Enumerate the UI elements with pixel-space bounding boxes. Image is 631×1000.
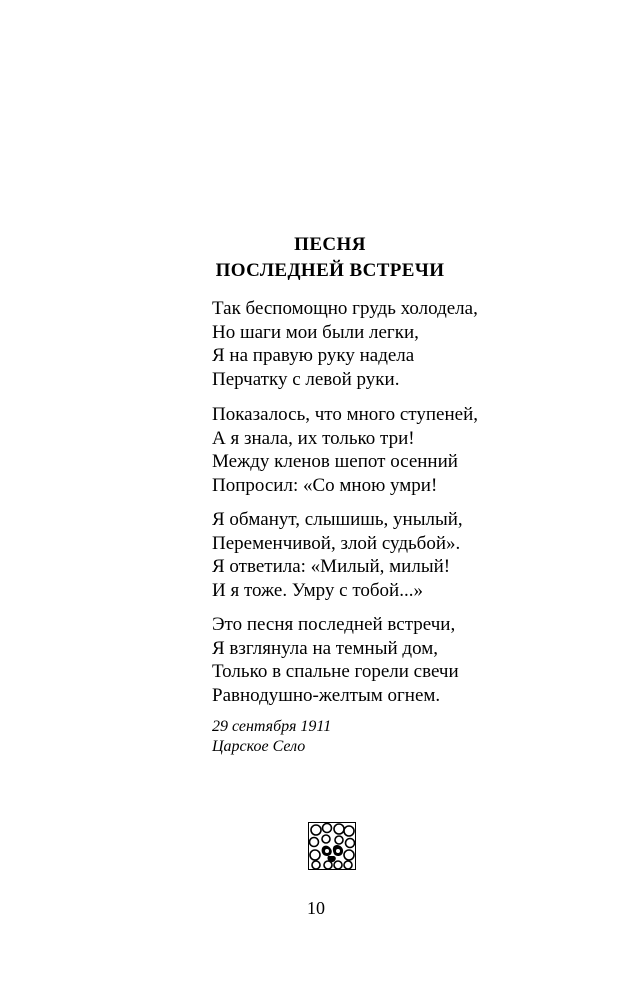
- stanza-4: [212, 613, 552, 707]
- verse-line: Равнодушно-желтым огнем.: [212, 684, 441, 706]
- verse-line: Я обманут, слышишь, унылый,: [212, 509, 463, 530]
- poem-title-line-2: ПОСЛЕДНЕЙ ВСТРЕЧИ: [215, 260, 445, 281]
- poem-place: Царское Село: [212, 738, 306, 755]
- verse-line: Показалось, что много ступеней,: [212, 404, 478, 425]
- page-number: 10: [307, 898, 325, 918]
- verse-line: И я тоже. Умру с тобой...»: [212, 579, 423, 601]
- verse-line: Между кленов шепот осенний: [212, 451, 458, 472]
- poem-date: 29 сентября 1911: [212, 718, 332, 735]
- floral-vignette-icon: [308, 822, 356, 870]
- stanza-3: [212, 508, 552, 602]
- verse-line: Но шаги мои были легки,: [212, 321, 419, 343]
- verse-line: Переменчивой, злой судьбой».: [212, 532, 461, 554]
- verse-line: Я ответила: «Милый, милый!: [212, 556, 451, 577]
- verse-line: Перчатку с левой руки.: [212, 368, 400, 390]
- verse-line: А я знала, их только три!: [212, 427, 415, 449]
- poem-title-line-1: ПЕСНЯ: [294, 234, 366, 255]
- verse-line: Только в спальне горели свечи: [212, 661, 459, 682]
- stanza-2: [212, 403, 552, 497]
- verse-line: Я на правую руку надела: [212, 345, 415, 366]
- verse-line: Это песня последней встречи,: [212, 614, 456, 635]
- verse-line: Я взглянула на темный дом,: [212, 637, 438, 659]
- verse-line: Так беспомощно грудь холодела,: [212, 298, 478, 319]
- stanza-1: [212, 297, 552, 391]
- verse-line: Попросил: «Со мною умри!: [212, 474, 438, 496]
